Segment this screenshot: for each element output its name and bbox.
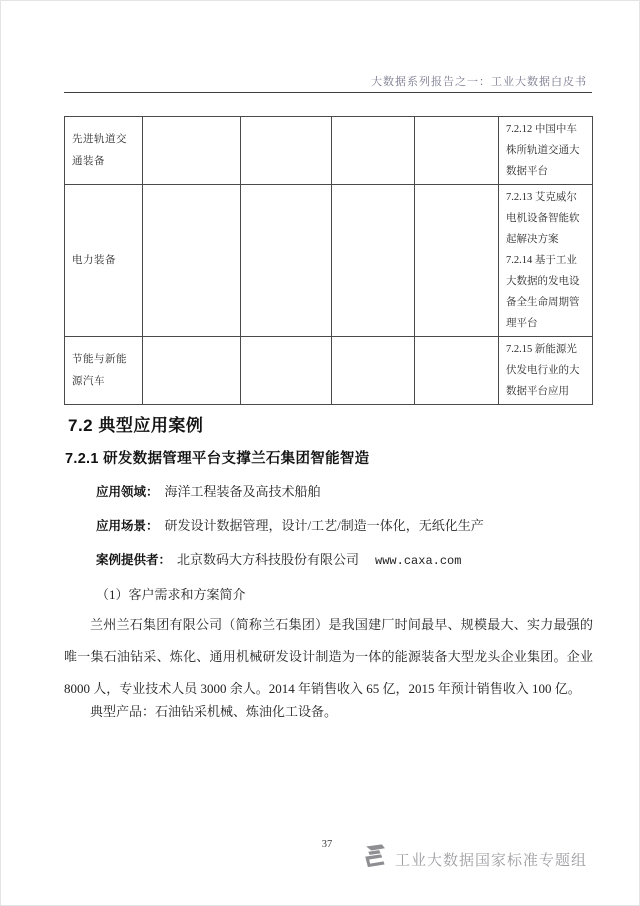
empty-cell: [143, 117, 241, 185]
empty-cell: [241, 337, 332, 405]
field-label: 案例提供者：: [96, 553, 172, 567]
case-list-cell: [499, 185, 593, 337]
table-row-power-equipment: [65, 185, 593, 337]
body-paragraph: 兰州兰石集团有限公司（简称兰石集团）是我国建厂时间最早、规模最大、实力最强的唯一集石油钻采、炼化、通用机械研发设计制造为一体的能源装备大型龙头企业集团。企业 8000 人，专业技术人员 3000 余人。2014 年销售收入 65 亿，2015 年预计销售收入 100 亿。: [64, 617, 593, 696]
application-domain-line: [96, 481, 321, 500]
empty-cell: [415, 337, 499, 405]
book-stack-logo-icon: [360, 843, 388, 876]
empty-cell: [241, 117, 332, 185]
empty-cell: [332, 117, 415, 185]
table-row-new-energy-vehicles: [65, 337, 593, 405]
empty-cell: [415, 117, 499, 185]
empty-cell: [332, 337, 415, 405]
empty-cell: [241, 185, 332, 337]
application-scenario-line: [96, 515, 484, 534]
empty-cell: [143, 337, 241, 405]
case-list-cell: [499, 117, 593, 185]
footer-logo: [360, 843, 587, 876]
empty-cell: [415, 185, 499, 337]
field-value: 海洋工程装备及高技术船舶: [164, 484, 321, 499]
field-value: 北京数码大方科技股份有限公司: [177, 552, 360, 567]
industry-category-cell: 电力装备: [65, 185, 143, 337]
subsection-heading: 7.2.1 研发数据管理平台支撑兰石集团智能智造: [65, 451, 370, 467]
application-cases-table: [64, 116, 593, 405]
section-heading: 7.2 典型应用案例: [68, 416, 204, 435]
field-label: 应用场景：: [96, 519, 159, 533]
case-reference: 7.2.12 中国中车株所轨道交通大数据平台: [506, 124, 580, 177]
typical-products-paragraph: 典型产品：石油钻采机械、炼油化工设备。: [90, 704, 338, 719]
case-provider-line: [96, 549, 461, 568]
industry-category-cell: 节能与新能源汽车: [65, 337, 143, 405]
numbered-list-item: （1）客户需求和方案简介: [96, 587, 246, 602]
footer-logo-text: 工业大数据国家标准专题组: [394, 852, 587, 869]
case-reference: 7.2.14 基于工业大数据的发电设备全生命周期管理平台: [506, 255, 580, 329]
field-label: 应用领域：: [96, 485, 159, 499]
field-value: 研发设计数据管理，设计/工艺/制造一体化，无纸化生产: [164, 518, 484, 533]
running-header-title: 大数据系列报告之一：工业大数据白皮书: [371, 76, 587, 88]
header-rule: [64, 92, 592, 93]
industry-category-cell: 先进轨道交通装备: [65, 117, 143, 185]
empty-cell: [332, 185, 415, 337]
empty-cell: [143, 185, 241, 337]
table-row-rail-equipment: [65, 117, 593, 185]
page-number: 37: [321, 839, 333, 850]
case-reference: 7.2.15 新能源光伏发电行业的大数据平台应用: [506, 344, 580, 397]
case-provider-url: www.caxa.com: [375, 554, 462, 568]
case-list-cell: [499, 337, 593, 405]
case-reference: 7.2.13 艾克威尔电机设备智能软起解决方案: [506, 192, 580, 245]
